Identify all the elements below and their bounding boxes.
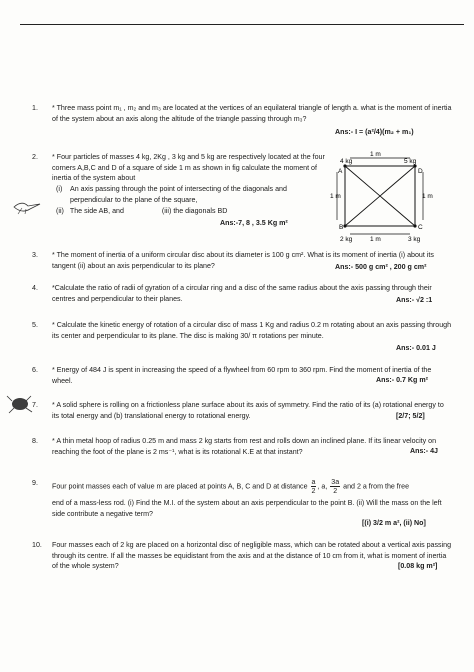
question-number: 6.: [32, 366, 38, 374]
top-length-label: 1 m: [370, 151, 381, 158]
question-text: * Four particles of masses 4 kg, 2Kg , 3 kg and 5 kg are respectively located at the four corners A,B,C and D of a square of side 1 m as shown in fig calculate the moment of inertia of the system about: [52, 153, 325, 183]
answer-3: Ans:- 500 g cm² , 200 g cm²: [335, 263, 427, 271]
square-figure: [330, 148, 440, 244]
question-text-line1: Four point masses each of value m are placed at points A, B, C and D at distance $\frac{a}{2}$ , a, $\frac{3a}{2}$ and 2 a from the free: [52, 478, 410, 495]
answer-6: Ans:- 0.7 Kg m²: [376, 376, 429, 384]
answer-2: Ans:-7, 8 , 3.5 Kg m²: [220, 219, 288, 227]
bottom-length-label: 1 m: [370, 236, 381, 243]
question-text: *Calculate the ratio of radii of gyration of a circular ring and a disc of the same radius about the axis passing through their centres and perpendicular to their planes.: [52, 284, 432, 303]
question-text: * A solid sphere is rolling on a frictionless plane surface about its axis of symmetry. Find the ratio of its (a) rotational energy to its total energy and (b) translational energy to rotational energy.: [52, 401, 444, 420]
corner-c-label: C: [418, 224, 423, 231]
question-number: 9.: [32, 479, 38, 487]
question-text: * Calculate the kinetic energy of rotation of a circular disc of mass 1 Kg and radius 0.2 m rotating about an axis passing through its center and perpendicular to its plane. The disc is making 30/ π rotations per minute.: [52, 321, 452, 340]
corner-a-label: A: [338, 168, 343, 175]
question-text: * Energy of 484 J is spent in increasing the speed of a flywheel from 60 rpm to 360 rpm. Find the moment of inertia of the wheel.: [52, 366, 432, 385]
right-length-label: 1 m: [422, 193, 433, 200]
top-rule: [20, 24, 464, 25]
question-number: 2.: [32, 153, 38, 161]
question-number: 1.: [32, 104, 38, 112]
question-number: 3.: [32, 251, 38, 259]
fraction-3a-over-2: $\frac{3a}{2}$: [331, 478, 340, 495]
corner-b-label: B: [339, 224, 344, 231]
mass-a-label: 4 kg: [340, 158, 353, 165]
margin-bird-sketch: [12, 198, 42, 216]
worksheet-page: 1. * Three mass point m₁ , m₂ and m₃ are located at the vertices of an equilateral triangle of length a. what is the moment of inertia of the system about an axis along the altitude of the triangle passing through m₃? Ans:- I = (a²/4)(m₂ + m₁) 2. * Four particles of masses 4 kg, 2Kg , 3 kg and 5 kg are respectively located at the four corners A,B,C and D of a square of side 1 m as shown in fig calculate the moment of inertia of the system about (i) An axis passing through the point of intersecting of the diagonals and perpendicular to the plane of the square, (ii) The side AB, and (iii) the diagonals BD Ans:-7, 8 , 3.5 Kg m² 4 kg 1 m 5 kg A D 1 m 1 m B C 2 kg 1 m 3 kg 3. * The moment of inertia of a uniform circular disc about its diameter is 100 g cm². What is its moment of inertia (i) about its tangent (ii) about an axis perpendicular to its plane? Ans:- 500 g cm² , 200 g cm² 4. *Calculate the ratio of radii of gyration of a circular ring and a disc of the same radius about the axis passing through their centres and perpendicular to their planes. Ans:- √2 :1 5. * Calculate the kinetic energy of rotation of a circular disc of mass 1 Kg and radius 0.2 m rotating about an axis passing through its center and perpendicular to its plane. The disc is making 30/ π rotations per minute. Ans:- 0.01 J 6. * Energy of 484 J is spent in increasing the speed of a flywheel from 60 rpm to 360 rpm. Find the moment of inertia of the wheel. Ans:- 0.7 Kg m² 7. * A solid sphere is rolling on a frictionless plane surface about its axis of symmetry. Find the ratio of its (a) rotational energy to its total energy and (b) translational energy to rotational energy. [2/7; 5/2] 8. * A thin metal hoop of radius 0.25 m and mass 2 kg starts from rest and rolls down an inclined plane. If its linear velocity on reaching the foot of the plane is 2 ms⁻¹, what is its rotational K.E at that instant? Ans:- 4J 9. Four point masses each of value m are placed at points A, B, C and D at distance $\frac{a}{2}$ , a, $\frac{3a}{2}$ and 2 a from the free end of a mass-less rod. (i) Find the M.I. of the system about an axis perpendicular to the point B. (ii) Will the mass on the left side contribute a negative term? [(i) 3/2 m a², (ii) No] 10. Four masses each of 2 kg are placed on a horizontal disc of negligible mass, which can be rotated about a vertical axis passing through its centre. If all the masses be equidistant from the axis and at the distance of 10 cm from it, what is moment of inertia of the whole system? [0.08 kg m²]: [0, 0, 474, 672]
answer-7: [2/7; 5/2]: [396, 412, 425, 420]
question-text: * The moment of inertia of a uniform circular disc about its diameter is 100 g cm². What is its moment of inertia (i) about its tangent (ii) about an axis perpendicular to its plane?: [52, 251, 434, 270]
question-number: 5.: [32, 321, 38, 329]
question-text: * A thin metal hoop of radius 0.25 m and mass 2 kg starts from rest and rolls down an inclined plane. If its linear velocity on reaching the foot of the plane is 2 ms⁻¹, what is its rotational K.E at that instant?: [52, 437, 437, 456]
margin-beetle-sketch: [6, 393, 34, 415]
corner-d-label: D: [418, 168, 423, 175]
mass-b-label: 2 kg: [340, 236, 353, 243]
answer-5: Ans:- 0.01 J: [396, 344, 436, 352]
question-text: * Three mass point m₁ , m₂ and m₃ are located at the vertices of an equilateral triangle of length a. what is the moment of inertia of the system about an axis along the altitude of the triangle passing through m₃?: [52, 104, 452, 123]
question-9-continued: end of a mass-less rod. (i) Find the M.I. of the system about an axis perpendicular to the point B. (ii) Will the mass on the left side contribute a negative term?: [52, 499, 442, 518]
question-number: 4.: [32, 284, 38, 292]
corner-c-dot: [413, 224, 416, 227]
mass-c-label: 3 kg: [408, 236, 421, 243]
question-2-part-ii: (ii) The side AB, and (iii) the diagonals BD: [56, 207, 228, 215]
left-length-label: 1 m: [330, 193, 341, 200]
answer-4: Ans:- √2 :1: [396, 296, 433, 304]
answer-9: [(i) 3/2 m a², (ii) No]: [362, 519, 426, 527]
answer-8: Ans:- 4J: [410, 447, 438, 455]
question-text: Four masses each of 2 kg are placed on a horizontal disc of negligible mass, which can be rotated about a vertical axis passing through its centre. If all the masses be equidistant from the axis and at the distance of 10 cm from it, what is moment of inertia of the whole system?: [52, 541, 452, 571]
answer-1: Ans:- I = (a²/4)(m₂ + m₁): [335, 128, 414, 136]
answer-10: [0.08 kg m²]: [398, 562, 438, 570]
fraction-a-over-2: $\frac{a}{2}$: [311, 478, 316, 495]
question-number: 8.: [32, 437, 38, 445]
question-number: 10.: [32, 541, 42, 549]
question-number: 7.: [32, 401, 38, 409]
corner-b-dot: [343, 224, 346, 227]
mass-d-label: 5 kg: [404, 158, 417, 165]
